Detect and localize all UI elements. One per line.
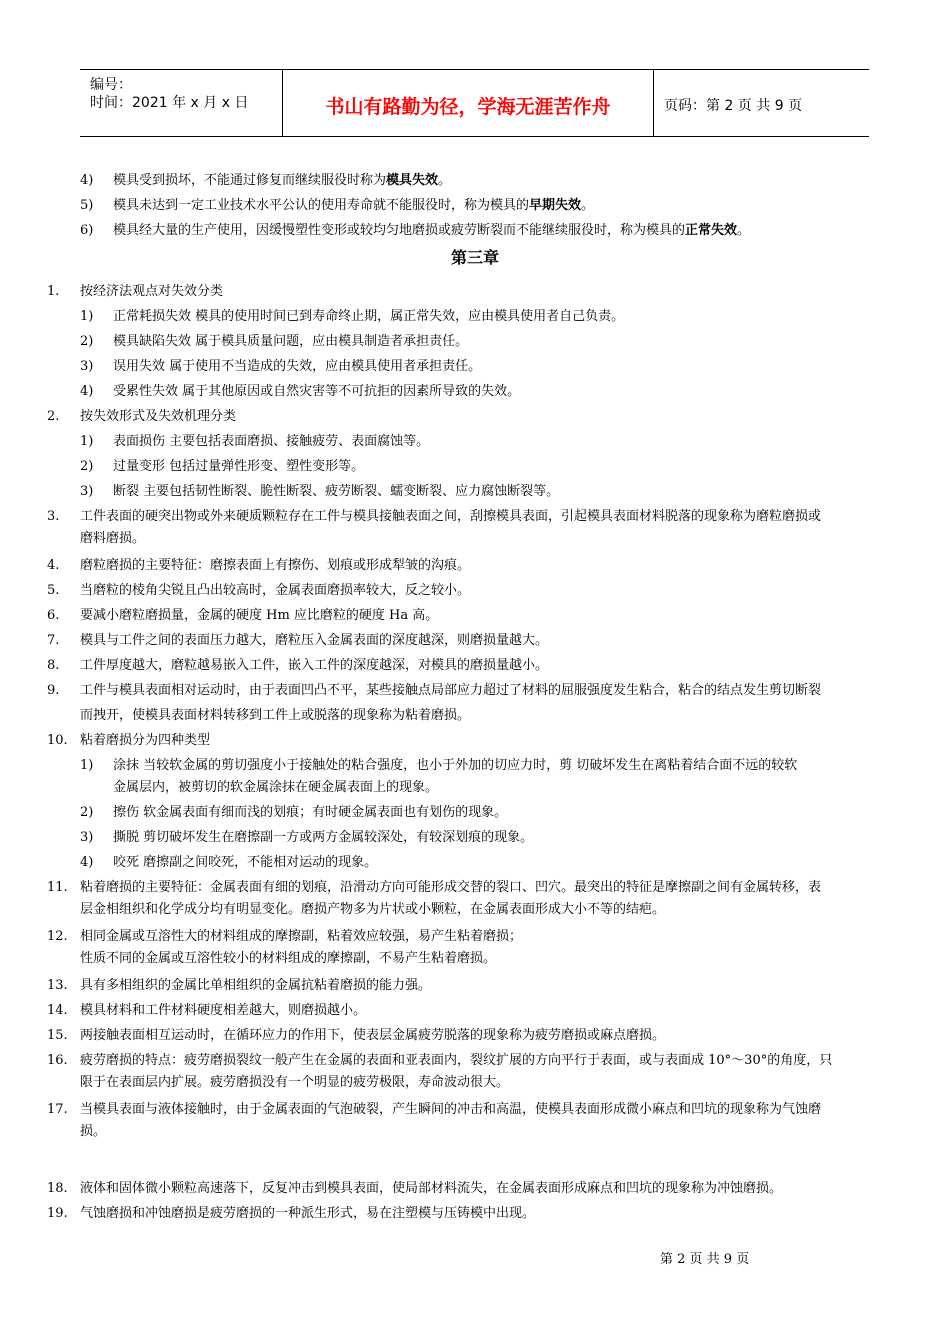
item-text: 液体和固体微小颗粒高速落下，反复冲击到模具表面，使局部材料流失，在金属表面形成麻点和凹坑的现象称为冲蚀磨损。 <box>80 1181 783 1196</box>
item-number: 4) <box>80 173 94 188</box>
item-text: 咬死 磨擦副之间咬死，不能相对运动的现象。 <box>113 855 378 870</box>
item-text <box>113 172 451 190</box>
item-number: 19. <box>47 1206 68 1221</box>
item-text: 断裂 主要包括韧性断裂、脆性断裂、疲劳断裂、蠕变断裂、应力腐蚀断裂等。 <box>113 484 560 499</box>
item-text: 粘着磨损的主要特征：金属表面有细的划痕，沿滑动方向可能形成交替的裂口、凹穴。最突出的特征是摩擦副之间有金属转移，表 <box>80 880 822 895</box>
item-number: 6) <box>80 223 94 238</box>
item-text: 模具缺陷失效 属于模具质量问题，应由模具制造者承担责任。 <box>113 334 469 349</box>
item-text-plain: 模具经大量的生产使用，因缓慢塑性变形或较均匀地磨损或疲劳断裂而不能继续服役时，称为模具的 <box>113 223 686 238</box>
item-number: 4) <box>80 855 94 870</box>
item-number: 6. <box>47 608 60 623</box>
item-number: 3. <box>47 509 60 524</box>
item-number: 13. <box>47 978 68 993</box>
item-text: 过量变形 包括过量弹性形变、塑性变形等。 <box>113 459 365 474</box>
item-number: 3) <box>80 359 94 374</box>
page-footer: 第 2 页 共 9 页 <box>660 1252 750 1267</box>
item-text: 擦伤 软金属表面有细而浅的划痕；有时硬金属表面也有划伤的现象。 <box>113 805 508 820</box>
item-number: 3) <box>80 484 94 499</box>
item-number: 5) <box>80 198 94 213</box>
item-text: 限于在表面层内扩展。疲劳磨损没有一个明显的疲劳极限，寿命波动很大。 <box>80 1075 510 1090</box>
item-text: 金属层内，被剪切的软金属涂抹在硬金属表面上的现象。 <box>113 780 439 795</box>
item-text: 层金相组织和化学成分均有明显变化。磨损产物多为片状或小颗粒，在金属表面形成大小不等的结疤。 <box>80 902 666 917</box>
item-number: 1) <box>80 309 94 324</box>
item-text: 工件表面的硬突出物或外来硬质颗粒存在工件与模具接触表面之间，刮擦模具表面，引起模具表面材料脱落的现象称为磨粒磨损或 <box>80 509 822 524</box>
item-text-bold: 模具失效 <box>386 173 439 188</box>
document-time-label: 时间：2021 年 x 月 x 日 <box>90 95 249 111</box>
item-text-end: 。 <box>438 173 452 188</box>
item-number: 1) <box>80 758 94 773</box>
item-number: 5. <box>47 583 60 598</box>
item-text-bold: 正常失效 <box>685 223 738 238</box>
item-text: 误用失效 属于使用不当造成的失效，应由模具使用者承担责任。 <box>113 359 482 374</box>
item-number: 2. <box>47 409 60 424</box>
item-text: 损。 <box>80 1124 107 1139</box>
item-number: 15. <box>47 1028 68 1043</box>
item-text: 受累性失效 属于其他原因或自然灾害等不可抗拒的因素所导致的失效。 <box>113 384 521 399</box>
item-text: 磨料磨损。 <box>80 531 146 546</box>
item-text: 按经济法观点对失效分类 <box>80 284 224 299</box>
chapter-title: 第三章 <box>450 248 499 267</box>
page-header <box>80 69 869 137</box>
item-text-plain: 模具未达到一定工业技术水平公认的使用寿命就不能服役时，称为模具的 <box>113 198 530 213</box>
item-text: 两接触表面相互运动时，在循环应力的作用下，使表层金属疲劳脱落的现象称为疲劳磨损或麻点磨损。 <box>80 1028 666 1043</box>
item-number: 4. <box>47 558 60 573</box>
item-text-plain: 模具受到损坏，不能通过修复而继续服役时称为 <box>113 173 387 188</box>
header-motto: 书山有路勤为径，学海无涯苦作舟 <box>325 96 611 118</box>
item-number: 11. <box>47 880 68 895</box>
item-text: 撕脱 剪切破坏发生在磨擦副一方或两方金属较深处，有较深划痕的现象。 <box>113 830 534 845</box>
item-number: 7. <box>47 633 60 648</box>
item-number: 9. <box>47 683 60 698</box>
item-text: 涂抹 当较软金属的剪切强度小于接触处的粘合强度，也小于外加的切应力时，剪 切破坏发生在离粘着结合面不远的较软 <box>113 758 798 773</box>
item-text: 而拽开，使模具表面材料转移到工件上或脱落的现象称为粘着磨损。 <box>80 708 471 723</box>
item-number: 18. <box>47 1181 68 1196</box>
item-text: 按失效形式及失效机理分类 <box>80 409 237 424</box>
item-number: 14. <box>47 1003 68 1018</box>
item-text-end: 。 <box>737 223 751 238</box>
item-text: 当磨粒的棱角尖锐且凸出较高时，金属表面磨损率较大，反之较小。 <box>80 583 471 598</box>
header-page-info: 页码：第 2 页 共 9 页 <box>664 98 803 114</box>
item-text: 表面损伤 主要包括表面磨损、接触疲劳、表面腐蚀等。 <box>113 434 430 449</box>
item-text: 气蚀磨损和冲蚀磨损是疲劳磨损的一种派生形式，易在注塑模与压铸模中出现。 <box>80 1206 536 1221</box>
item-text: 粘着磨损分为四种类型 <box>80 733 211 748</box>
item-number: 17. <box>47 1102 68 1117</box>
item-text: 磨粒磨损的主要特征：磨擦表面上有擦伤、划痕或形成犁皱的沟痕。 <box>80 558 471 573</box>
item-number: 2) <box>80 459 94 474</box>
item-text: 要减小磨粒磨损量，金属的硬度 Hm 应比磨粒的硬度 Ha 高。 <box>80 608 439 623</box>
item-text: 正常耗损失效 模具的使用时间已到寿命终止期，属正常失效，应由模具使用者自己负责。 <box>113 309 625 324</box>
header-page-cell <box>654 70 869 136</box>
item-text: 具有多相组织的金属比单相组织的金属抗粘着磨损的能力强。 <box>80 978 432 993</box>
item-text: 模具与工件之间的表面压力越大，磨粒压入金属表面的深度越深，则磨损量越大。 <box>80 633 549 648</box>
item-number: 16. <box>47 1053 68 1068</box>
item-text <box>113 197 594 215</box>
item-number: 8. <box>47 658 60 673</box>
item-text: 当模具表面与液体接触时，由于金属表面的气泡破裂，产生瞬间的冲击和高温，使模具表面形成微小麻点和凹坑的现象称为气蚀磨 <box>80 1102 822 1117</box>
item-text <box>113 222 750 240</box>
item-number: 2) <box>80 334 94 349</box>
item-number: 3) <box>80 830 94 845</box>
item-number: 10. <box>47 733 68 748</box>
header-motto-cell <box>282 70 654 136</box>
item-number: 12. <box>47 929 68 944</box>
item-number: 1) <box>80 434 94 449</box>
header-meta <box>80 70 282 136</box>
item-number: 1. <box>47 284 60 299</box>
item-text: 工件厚度越大，磨粒越易嵌入工件，嵌入工件的深度越深，对模具的磨损量越小。 <box>80 658 549 673</box>
item-text-bold: 早期失效 <box>529 198 582 213</box>
item-number: 2) <box>80 805 94 820</box>
item-text: 模具材料和工件材料硬度相差越大，则磨损越小。 <box>80 1003 367 1018</box>
item-text: 相同金属或互溶性大的材料组成的摩擦副，粘着效应较强，易产生粘着磨损； <box>80 929 523 944</box>
item-number: 4) <box>80 384 94 399</box>
document-number-label: 编号： <box>90 77 132 93</box>
item-text-end: 。 <box>581 198 595 213</box>
item-text: 工件与模具表面相对运动时，由于表面凹凸不平，某些接触点局部应力超过了材料的屈服强度发生粘合，粘合的结点发生剪切断裂 <box>80 683 822 698</box>
item-text: 疲劳磨损的特点：疲劳磨损裂纹一般产生在金属的表面和亚表面内，裂纹扩展的方向平行于表面，或与表面成 10°～30°的角度，只 <box>80 1053 833 1068</box>
item-text: 性质不同的金属或互溶性较小的材料组成的摩擦副，不易产生粘着磨损。 <box>80 951 497 966</box>
